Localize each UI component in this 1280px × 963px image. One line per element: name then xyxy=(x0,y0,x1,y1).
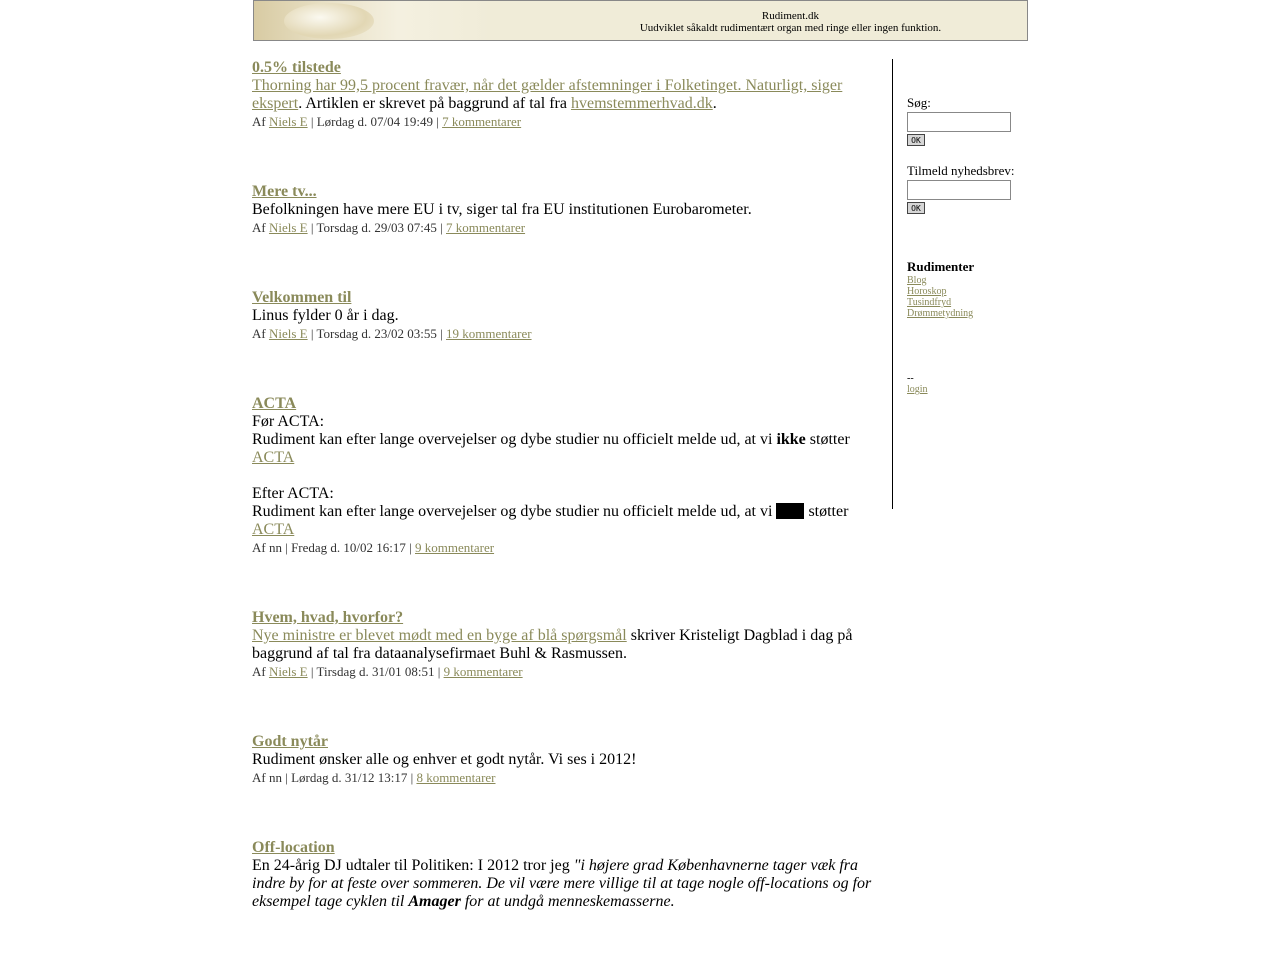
post-body-text: . xyxy=(712,95,717,112)
post-title-link[interactable]: Velkommen til xyxy=(252,289,352,306)
sidebar xyxy=(907,95,1067,395)
meta-prefix: Af xyxy=(252,664,269,679)
post-body-paragraph xyxy=(252,431,877,467)
post-date: | Torsdag d. 29/03 07:45 | xyxy=(307,220,446,235)
comments-link[interactable]: 8 kommentarer xyxy=(416,770,496,785)
post-body xyxy=(252,77,877,113)
comments-link[interactable]: 19 kommentarer xyxy=(446,326,532,341)
post-meta xyxy=(252,326,877,342)
censored-block xyxy=(776,503,804,519)
site-name: Rudiment.dk xyxy=(761,10,820,22)
post-body: Linus fylder 0 år i dag. xyxy=(252,307,399,324)
post-body xyxy=(252,857,877,911)
meta-prefix: Af xyxy=(252,220,269,235)
newsletter-email-input[interactable] xyxy=(907,180,1011,200)
comments-link[interactable]: 9 kommentarer xyxy=(443,664,523,679)
separator-dash: -- xyxy=(907,373,914,384)
post-body: Rudiment ønsker alle og enhver et godt nytår. Vi ses i 2012! xyxy=(252,751,637,768)
post-list xyxy=(252,58,877,963)
post-item xyxy=(252,394,877,556)
sidebar-link-horoskop[interactable]: Horoskop xyxy=(907,286,947,297)
source-link[interactable]: hvemstemmerhvad.dk xyxy=(570,95,713,112)
post-meta xyxy=(252,770,877,786)
quote-text-part: for at undgå menneskemasserne. xyxy=(460,893,675,910)
emphasis-text: ikke xyxy=(776,431,806,448)
post-date: Af nn | Fredag d. 10/02 16:17 | xyxy=(252,540,415,555)
author-link[interactable]: Niels E xyxy=(268,220,308,235)
post-date: | Tirsdag d. 31/01 08:51 | xyxy=(307,664,444,679)
post-date: | Lørdag d. 07/04 19:49 | xyxy=(307,114,443,129)
post-body-paragraph xyxy=(252,503,877,539)
post-item xyxy=(252,838,877,911)
acta-link[interactable]: ACTA xyxy=(252,449,295,466)
post-title-link[interactable]: Hvem, hvad, hvorfor? xyxy=(252,609,404,626)
acta-link[interactable]: ACTA xyxy=(252,521,295,538)
post-body-text: skriver Kristeligt Dagblad i dag på baggrund af tal fra dataanalysefirmaet Buhl & Rasmussen. xyxy=(252,627,853,662)
rudimenter-heading: Rudimenter xyxy=(907,259,975,274)
post-item xyxy=(252,288,877,342)
author-link[interactable]: Niels E xyxy=(268,114,308,129)
meta-prefix: Af xyxy=(252,114,269,129)
quote-mark: " xyxy=(573,857,581,874)
article-link[interactable]: Nye ministre er blevet mødt med en byge af blå spørgsmål xyxy=(252,627,627,644)
comments-link[interactable]: 9 kommentarer xyxy=(415,540,495,555)
post-title-link[interactable]: Godt nytår xyxy=(252,733,328,750)
post-body-text: . Artiklen er skrevet på baggrund af tal fra xyxy=(298,95,571,112)
post-body-text: Før ACTA: xyxy=(252,413,325,430)
comments-link[interactable]: 7 kommentarer xyxy=(442,114,522,129)
post-meta xyxy=(252,114,877,130)
sidebar-link-tusindfryd[interactable]: Tusindfryd xyxy=(907,297,952,308)
author-link[interactable]: Niels E xyxy=(268,326,308,341)
login-link[interactable]: login xyxy=(907,384,928,395)
post-meta xyxy=(252,664,877,680)
post-body-text: Rudiment kan efter lange overvejelser og dybe studier nu officielt melde ud, at vi xyxy=(252,431,777,448)
post-title-link[interactable]: ACTA xyxy=(252,395,297,412)
post-body-text: støtter xyxy=(805,431,850,448)
quote-text-part: i højere grad Københavnerne tager væk fra indre by for at feste over sommeren. De vil være mere villige til at tage nogle off-locations og for eksempel tage cyklen til xyxy=(252,857,872,910)
site-header xyxy=(253,0,1028,41)
post-body-text: støtter xyxy=(804,503,849,520)
post-body xyxy=(252,627,877,663)
post-title-link[interactable]: 0.5% tilstede xyxy=(252,59,341,76)
newsletter-ok-button[interactable]: OK xyxy=(907,202,925,214)
header-banner-image xyxy=(254,1,494,40)
sidebar-link-blog[interactable]: Blog xyxy=(907,275,927,286)
post-title-link[interactable]: Off-location xyxy=(252,839,335,856)
newsletter-label: Tilmeld nyhedsbrev: xyxy=(907,163,1015,178)
header-text xyxy=(554,10,1027,34)
sidebar-link-drommetydning[interactable]: Drømmetydning xyxy=(907,308,974,319)
post-title-link[interactable]: Mere tv... xyxy=(252,183,317,200)
meta-prefix: Af xyxy=(252,326,269,341)
post-item xyxy=(252,182,877,236)
column-divider xyxy=(892,59,893,509)
post-item xyxy=(252,608,877,680)
post-date: | Torsdag d. 23/02 03:55 | xyxy=(307,326,446,341)
author-link[interactable]: Niels E xyxy=(268,664,308,679)
site-tagline: Uudviklet såkaldt rudimentært organ med ringe eller ingen funktion. xyxy=(639,22,942,34)
post-date: Af nn | Lørdag d. 31/12 13:17 | xyxy=(252,770,417,785)
post-body-text: Efter ACTA: xyxy=(252,485,334,502)
post-item xyxy=(252,732,877,786)
search-input[interactable] xyxy=(907,112,1011,132)
search-label: Søg: xyxy=(907,95,931,110)
post-meta xyxy=(252,220,877,236)
post-meta xyxy=(252,540,877,556)
post-body xyxy=(252,413,877,539)
post-item xyxy=(252,58,877,130)
search-ok-button[interactable]: OK xyxy=(907,134,925,146)
post-body: Befolkningen have mere EU i tv, siger tal fra EU institutionen Eurobarometer. xyxy=(252,201,752,218)
article-link[interactable]: Thorning har 99,5 procent fravær, når det gælder afstemninger i Folketinget. Naturligt, siger ekspert xyxy=(252,77,843,112)
post-body-text: Rudiment kan efter lange overvejelser og dybe studier nu officielt melde ud, at vi xyxy=(252,503,777,520)
post-body-text: En 24-årig DJ udtaler til Politiken: I 2012 tror jeg xyxy=(252,857,574,874)
comments-link[interactable]: 7 kommentarer xyxy=(446,220,526,235)
emphasis-text: Amager xyxy=(408,893,461,910)
